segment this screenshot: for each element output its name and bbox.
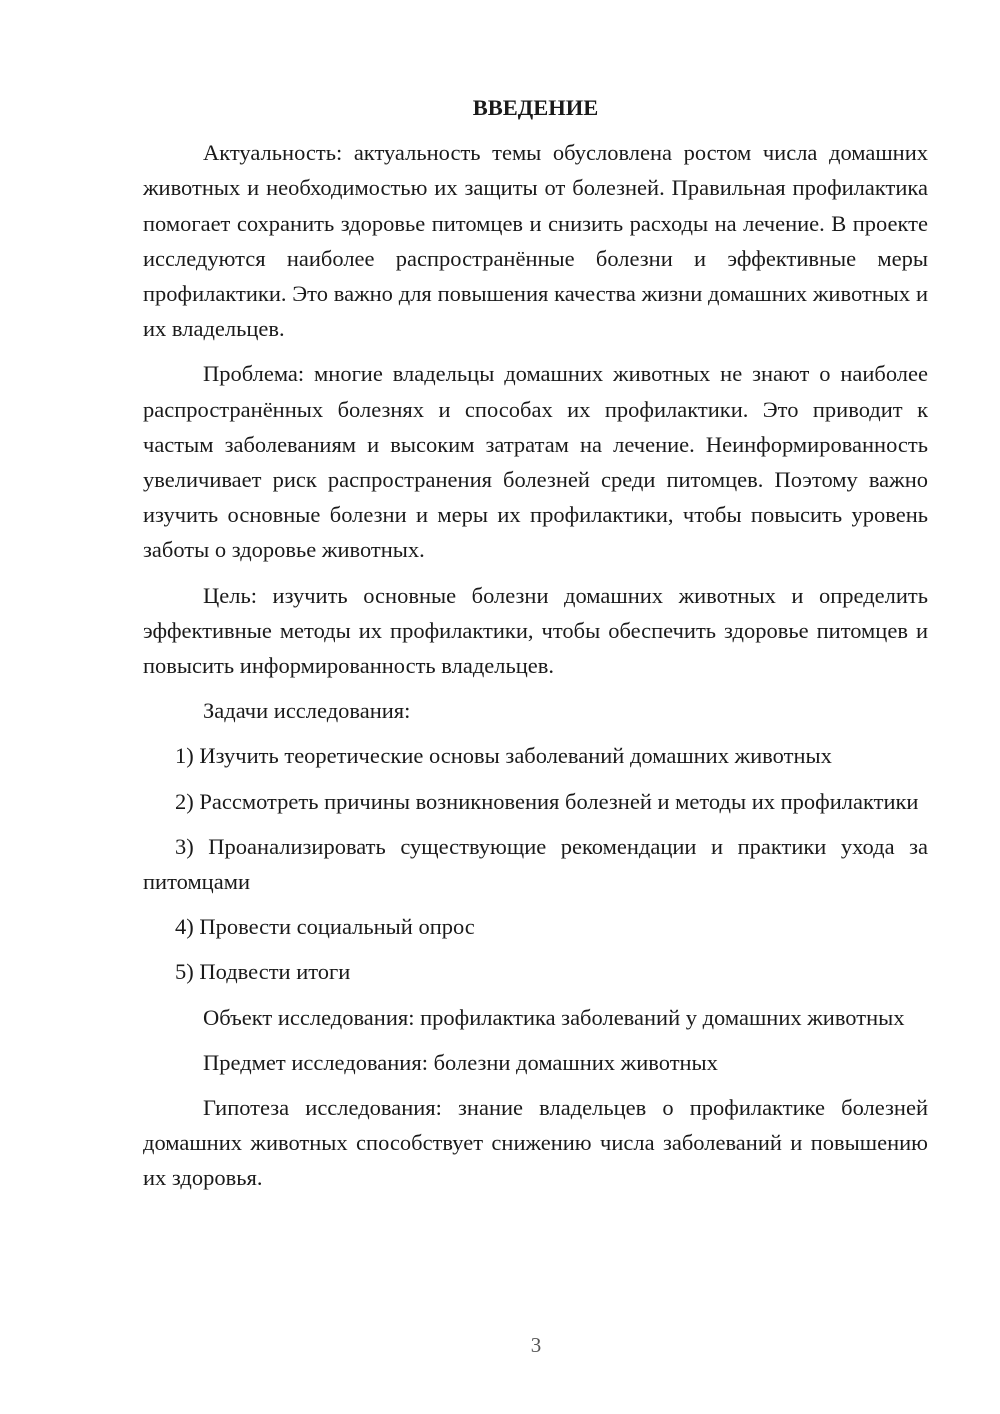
task-item: 3) Проанализировать существующие рекомендации и практики ухода за питомцами xyxy=(143,833,928,895)
paragraph-subject: Предмет исследования: болезни домашних животных xyxy=(203,1049,718,1075)
paragraph-goal: Цель: изучить основные болезни домашних животных и определить эффективные методы их профилактики, чтобы обеспечить здоровье питомцев и повысить информированность владельцев. xyxy=(143,582,928,679)
paragraph-problem: Проблема: многие владельцы домашних животных не знают о наиболее распространённых болезнях и способах их профилактики. Это приводит к частым заболеваниям и высоким затратам на лечение. Неинформированность увеличивает риск распространения болезней среди питомцев. Поэтому важно изучить основные болезни и меры их профилактики, чтобы повысить уровень заботы о здоровье животных. xyxy=(143,361,928,563)
task-item: 4) Провести социальный опрос xyxy=(175,914,475,940)
paragraph-hypothesis: Гипотеза исследования: знание владельцев о профилактике болезней домашних животных способствует снижению числа заболеваний и повышению их здоровья. xyxy=(143,1095,928,1191)
paragraph-relevance: Актуальность: актуальность темы обусловлена ростом числа домашних животных и необходимостью их защиты от болезней. Правильная профилактика помогает сохранить здоровье питомцев и снизить расходы на лечение. В проекте исследуются наиболее распространённые болезни и эффективные меры профилактики. Это важно для повышения качества жизни домашних животных и их владельцев. xyxy=(143,140,928,342)
task-item: 5) Подвести итоги xyxy=(175,959,351,985)
section-heading: ВВЕДЕНИЕ xyxy=(472,95,599,120)
page-content xyxy=(143,90,928,1206)
paragraph-object: Объект исследования: профилактика заболеваний у домашних животных xyxy=(203,1004,905,1030)
page-number: 3 xyxy=(530,1333,542,1357)
task-item: 1) Изучить теоретические основы заболеваний домашних животных xyxy=(175,743,832,769)
tasks-label: Задачи исследования: xyxy=(203,698,411,724)
task-item: 2) Рассмотреть причины возникновения болезней и методы их профилактики xyxy=(175,788,919,814)
